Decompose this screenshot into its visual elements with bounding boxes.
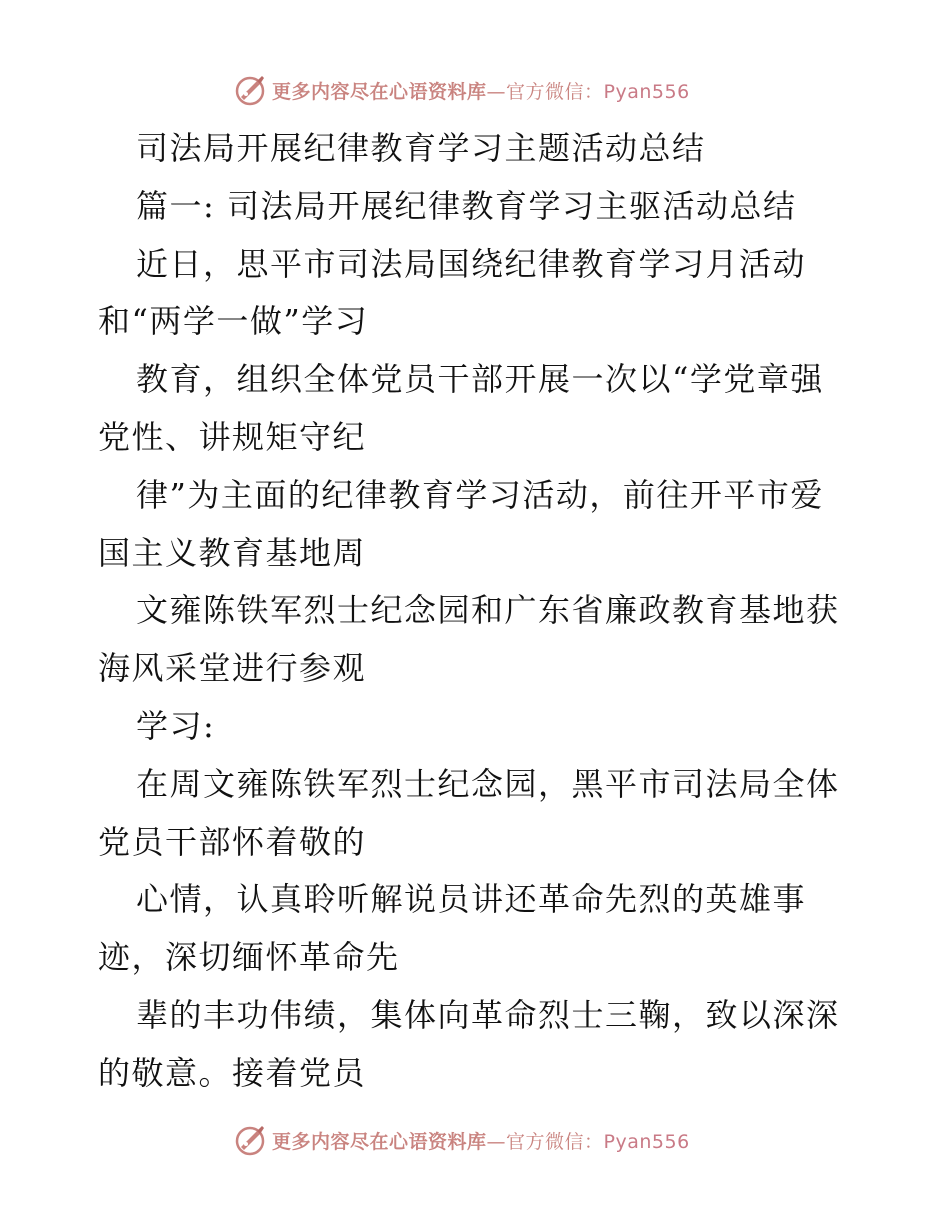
text-line: 党员干部怀着敬的 [98, 822, 367, 861]
watermark-separator: — [486, 1130, 507, 1153]
pen-logo-icon [232, 72, 268, 108]
text-line: 文雍陈铁军烈士纪念园和广东省廉政教育基地获 [136, 591, 840, 630]
watermark-wechat-id: Pyan556 [603, 80, 690, 103]
text-line: 篇一: 司法局开展纪律教育学习主驱活动总结 [136, 186, 797, 225]
pen-logo-icon [232, 1122, 268, 1158]
text-line: 党性、讲规矩守纪 [98, 417, 367, 456]
watermark-wechat-id: Pyan556 [603, 1130, 690, 1153]
text-line: 海风采堂进行参观 [98, 649, 367, 688]
watermark-brand: 更多内容尽在心语资料库 [272, 1130, 487, 1153]
watermark-brand: 更多内容尽在心语资料库 [272, 80, 487, 103]
watermark-wechat-label: 官方微信： [506, 80, 604, 103]
watermark-separator: — [486, 80, 507, 103]
text-line: 心情，认真聆听解说员讲还革命先烈的英雄事 [136, 880, 807, 919]
text-line: 教育，组织全体党员干部开展一次以“学党章强 [136, 360, 824, 399]
text-line: 国主义教育基地周 [98, 533, 367, 572]
header-watermark [232, 70, 690, 110]
document-body [98, 120, 858, 1103]
watermark-wechat-label: 官方微信： [506, 1130, 604, 1153]
text-line: 律”为主面的纪律教育学习活动，前往开平市爱 [136, 475, 824, 514]
text-line: 的敬意。接着党员 [98, 1053, 367, 1092]
text-line: 和“两学一做”学习 [98, 302, 369, 341]
watermark-text [272, 77, 690, 104]
text-line: 学习: [136, 706, 216, 745]
watermark-text [272, 1127, 690, 1154]
text-line: 辈的丰功伟绩，集体向革命烈士三鞠，致以深深 [136, 995, 840, 1034]
footer-watermark [232, 1120, 690, 1160]
text-line: 在周文雍陈铁军烈士纪念园，黑平市司法局全体 [136, 764, 840, 803]
text-line: 迹，深切缅怀革命先 [98, 938, 400, 977]
text-line: 近日，思平市司法局国绕纪律教育学习月活动 [136, 244, 807, 283]
text-line: 司法局开展纪律教育学习主题活动总结 [136, 129, 706, 167]
